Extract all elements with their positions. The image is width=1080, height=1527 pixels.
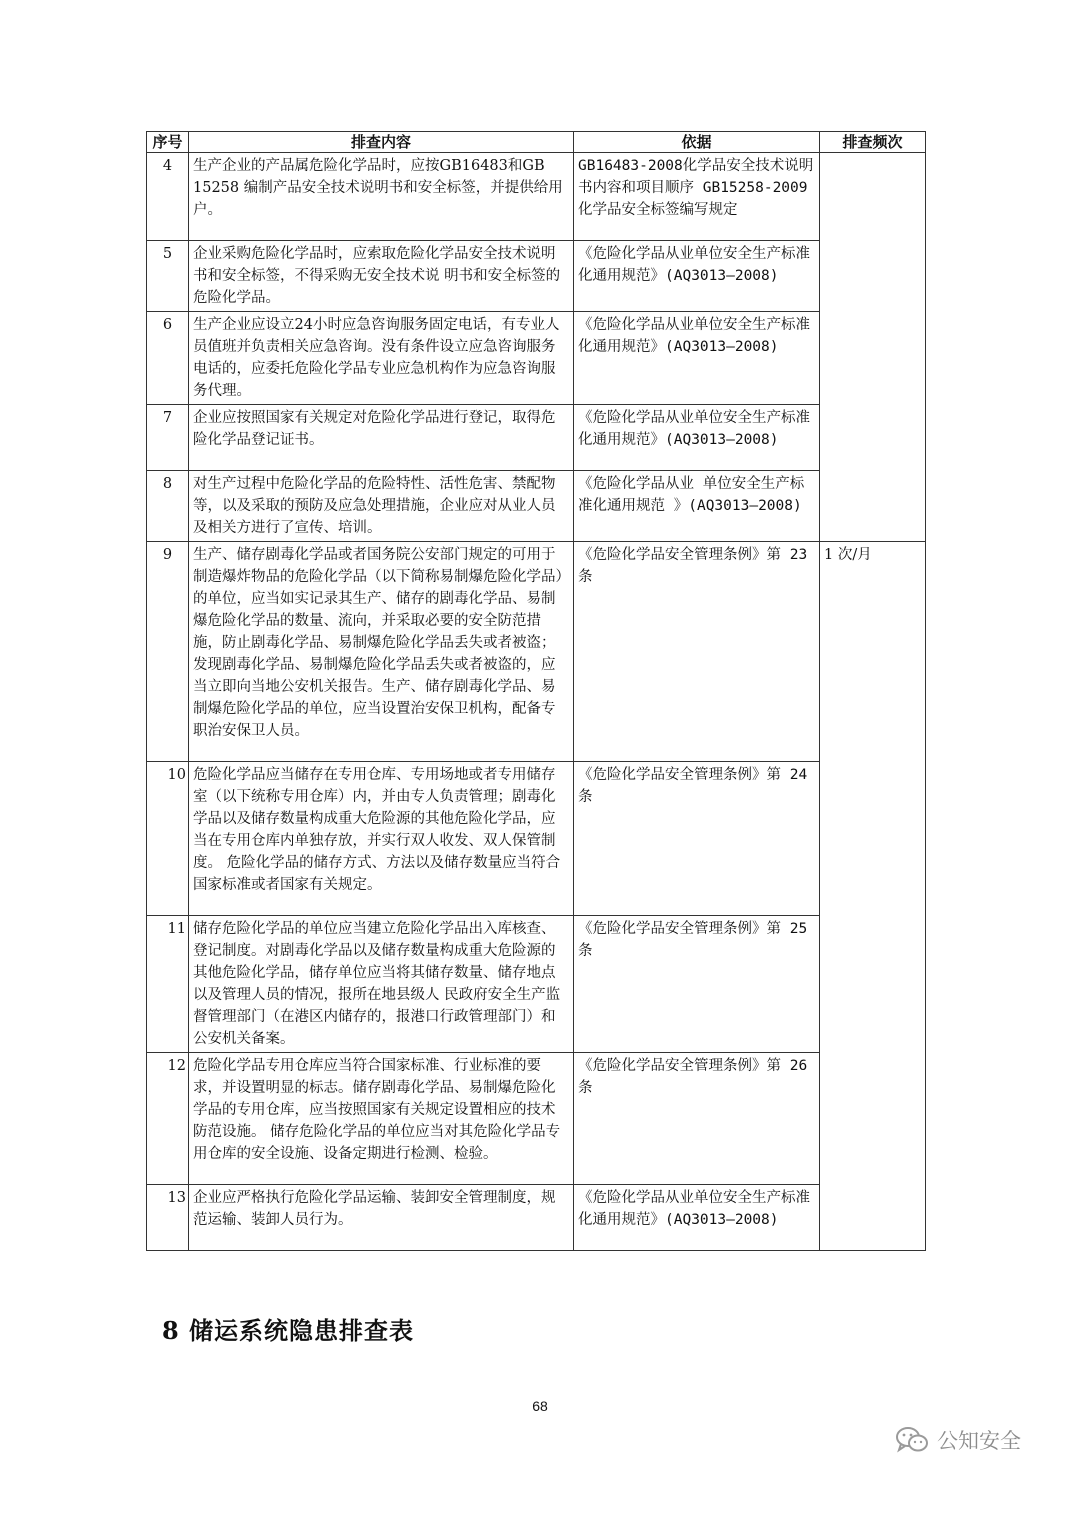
table-row [147, 762, 926, 916]
table-row [147, 1053, 926, 1185]
watermark [895, 1425, 1021, 1455]
row-basis: 《危险化学品安全管理条例》第 24 条 [574, 762, 820, 916]
header-basis: 依据 [574, 132, 820, 153]
row-basis: 《危险化学品从业 单位安全生产标准化通用规范 》(AQ3013—2008) [574, 471, 820, 542]
row-basis: 《危险化学品安全管理条例》第 23 条 [574, 542, 820, 762]
row-basis: 《危险化学品安全管理条例》第 25 条 [574, 916, 820, 1053]
watermark-text: 公知安全 [937, 1430, 1021, 1453]
row-content: 危险化学品专用仓库应当符合国家标准、行业标准的要求，并设置明显的标志。储存剧毒化学品、易制爆危险化学品的专用仓库，应当按照国家有关规定设置相应的技术防范设施。 储存危险化学品的单位应当对其危险化学品专用仓库的安全设施、设备定期进行检测、检验。 [189, 1053, 574, 1185]
row-number: 5 [147, 241, 189, 312]
row-content: 企业采购危险化学品时，应索取危险化学品安全技术说明书和安全标签，不得采购无安全技术说 明书和安全标签的危险化学品。 [189, 241, 574, 312]
row-number: 12 [147, 1053, 189, 1185]
table-row [147, 542, 926, 762]
row-number: 7 [147, 405, 189, 471]
wechat-icon [895, 1425, 929, 1455]
row-content: 企业应按照国家有关规定对危险化学品进行登记，取得危险化学品登记证书。 [189, 405, 574, 471]
row-basis: 《危险化学品从业单位安全生产标准化通用规范》(AQ3013—2008) [574, 1185, 820, 1251]
row-basis: 《危险化学品从业单位安全生产标准化通用规范》(AQ3013—2008) [574, 241, 820, 312]
page-number: 68 [532, 1398, 548, 1414]
row-content: 生产企业的产品属危险化学品时，应按GB16483和GB 15258 编制产品安全技术说明书和安全标签，并提供给用户。 [189, 153, 574, 241]
header-no: 序号 [147, 132, 189, 153]
row-basis: 《危险化学品安全管理条例》第 26 条 [574, 1053, 820, 1185]
row-number: 6 [147, 312, 189, 405]
row-number: 13 [147, 1185, 189, 1251]
row-content: 储存危险化学品的单位应当建立危险化学品出入库核查、登记制度。对剧毒化学品以及储存数量构成重大危险源的其他危险化学品，储存单位应当将其储存数量、储存地点以及管理人员的情况，报所在地县级人 民政府安全生产监督管理部门（在港区内储存的，报港口行政管理部门）和公安机关备案。 [189, 916, 574, 1053]
row-content: 生产、储存剧毒化学品或者国务院公安部门规定的可用于制造爆炸物品的危险化学品（以下简称易制爆危险化学品）的单位，应当如实记录其生产、储存的剧毒化学品、易制爆危险化学品的数量、流向，并采取必要的安全防范措施，防止剧毒化学品、易制爆危险化学品丢失或者被盗；发现剧毒化学品、易制爆危险化学品丢失或者被盗的，应当立即向当地公安机关报告。生产、储存剧毒化学品、易制爆危险化学品的单位，应当设置治安保卫机构，配备专职治安保卫人员。 [189, 542, 574, 762]
row-content: 企业应严格执行危险化学品运输、装卸安全管理制度，规范运输、装卸人员行为。 [189, 1185, 574, 1251]
row-frequency: 1 次/月 [820, 542, 926, 1251]
row-number: 10 [147, 762, 189, 916]
row-number: 11 [147, 916, 189, 1053]
header-content: 排查内容 [189, 132, 574, 153]
table-row [147, 471, 926, 542]
row-content: 危险化学品应当储存在专用仓库、专用场地或者专用储存室（以下统称专用仓库）内，并由专人负责管理；剧毒化学品以及储存数量构成重大危险源的其他危险化学品，应当在专用仓库内单独存放，并实行双人收发、双人保管制度。 危险化学品的储存方式、方法以及储存数量应当符合国家标准或者国家有关规定。 [189, 762, 574, 916]
row-basis: GB16483-2008化学品安全技术说明书内容和项目顺序 GB15258-2009化学品安全标签编写规定 [574, 153, 820, 241]
row-content: 对生产过程中危险化学品的危险特性、活性危害、禁配物等，以及采取的预防及应急处理措施，企业应对从业人员及相关方进行了宣传、培训。 [189, 471, 574, 542]
inspection-table [146, 131, 926, 1251]
table-row [147, 405, 926, 471]
table-row [147, 312, 926, 405]
row-content: 生产企业应设立24小时应急咨询服务固定电话，有专业人员值班并负责相关应急咨询。没有条件设立应急咨询服务电话的，应委托危险化学品专业应急机构作为应急咨询服务代理。 [189, 312, 574, 405]
section-title: 8 储运系统隐患排查表 [162, 1316, 415, 1345]
table-row [147, 916, 926, 1053]
row-frequency [820, 153, 926, 542]
row-number: 9 [147, 542, 189, 762]
table-row [147, 241, 926, 312]
table-header-row [147, 132, 926, 153]
row-basis: 《危险化学品从业单位安全生产标准化通用规范》(AQ3013—2008) [574, 405, 820, 471]
header-frequency: 排查频次 [820, 132, 926, 153]
row-number: 8 [147, 471, 189, 542]
table-row [147, 1185, 926, 1251]
row-number: 4 [147, 153, 189, 241]
row-basis: 《危险化学品从业单位安全生产标准化通用规范》(AQ3013—2008) [574, 312, 820, 405]
table-row [147, 153, 926, 241]
